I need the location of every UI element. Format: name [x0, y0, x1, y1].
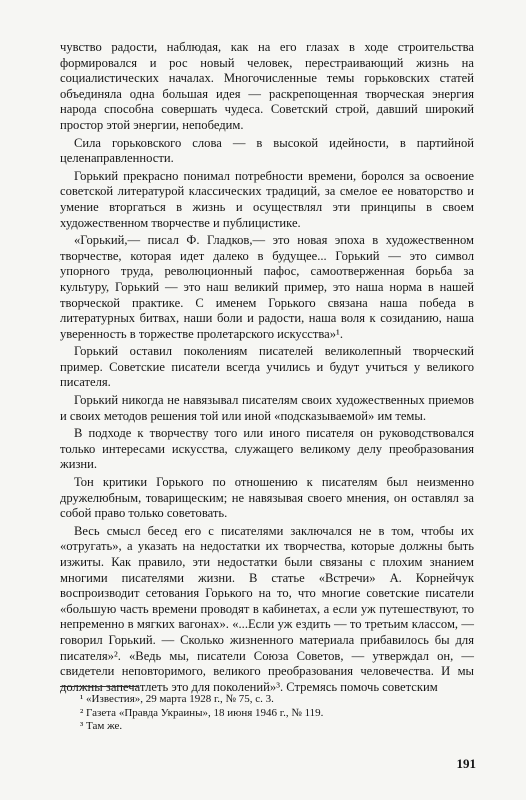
paragraph: В подходе к творчеству того или иного писателя он руководствовался только интересами искусства, служащего великому делу преобразования жизни.: [60, 426, 474, 472]
footnote: ² Газета «Правда Украины», 18 июня 1946 г., № 119.: [80, 706, 324, 719]
paragraph: Горький никогда не навязывал писателям своих художественных приемов и своих методов решения той или иной «подсказываемой» им темы.: [60, 393, 474, 423]
paragraph: Весь смысл бесед его с писателями заключался не в том, чтобы их «отругать», а указать на недостатки их творчества, которые должны быть изжиты. Как правило, эти недостатки были связаны с плохим знанием многими писателями жизни. В статье «Встречи» А. Корнейчук воспроизводит сетования Горького на то, что многие советские писатели «большую часть времени проводят в кабинетах, а если уж путешествуют, то непременно в мягких вагонах». «...Если уж ездить — то третьим классом, — говорил Горький. — Сколько жизненного материала прибавилось бы для писателя»². «Ведь мы, писатели Союза Советов, — утверждал он, — свидетели неповторимого, великого преобразования человечества. И мы должны запечатлеть это для поколений»³. Стремясь помочь советским: [60, 523, 474, 694]
footnote: ³ Там же.: [80, 720, 123, 733]
footnote: ¹ «Известия», 29 марта 1928 г., № 75, с. 3.: [80, 693, 274, 705]
main-text: [60, 40, 474, 697]
paragraph: «Горький,— писал Ф. Гладков,— это новая эпоха в художественном творчестве, которая идет далеко в будущее... Горький — это символ упорного труда, революционный пафос, самоотверженная борьба за культуру, Горький — это наш великий пример, это наша норма в нашей творческой практике. С именем Горького связана наша победа в литературных битвах, наши боли и радости, наша воля к созиданию, наша уверенность в торжестве пролетарского искусства»¹.: [60, 233, 474, 341]
paragraph: Тон критики Горького по отношению к писателям был неизменно дружелюбным, товарищеским; не навязывая своего мнения, он оставлял за собой право только советовать.: [60, 475, 474, 521]
paragraph: Сила горьковского слова — в высокой идейности, в партийной целенаправленности.: [60, 135, 474, 166]
footnote-divider: [60, 686, 138, 687]
page-number: 191: [456, 756, 476, 771]
paragraph: чувство радости, наблюдая, как на его глазах в ходе строительства формировался и рос новый человек, перестраивающий жизнь на социалистических началах. Многочисленные темы горьковских статей объединяла одна большая идея — раскрепощенная творческая энергия народа способна совершать чудеса. Советский строй, давший широкий простор этой энергии, непобедим.: [60, 40, 474, 132]
paragraph: Горький прекрасно понимал потребности времени, боролся за освоение советской литературой классических традиций, за смелое ее новаторство и умение вторгаться в жизнь и осуществлял эти принципы в своем художественном творчестве и публицистике.: [60, 168, 474, 230]
footnotes: [60, 693, 474, 734]
paragraph: Горький оставил поколениям писателей великолепный творческий пример. Советские писатели всегда учились и будут учиться у великого писателя.: [60, 344, 474, 390]
